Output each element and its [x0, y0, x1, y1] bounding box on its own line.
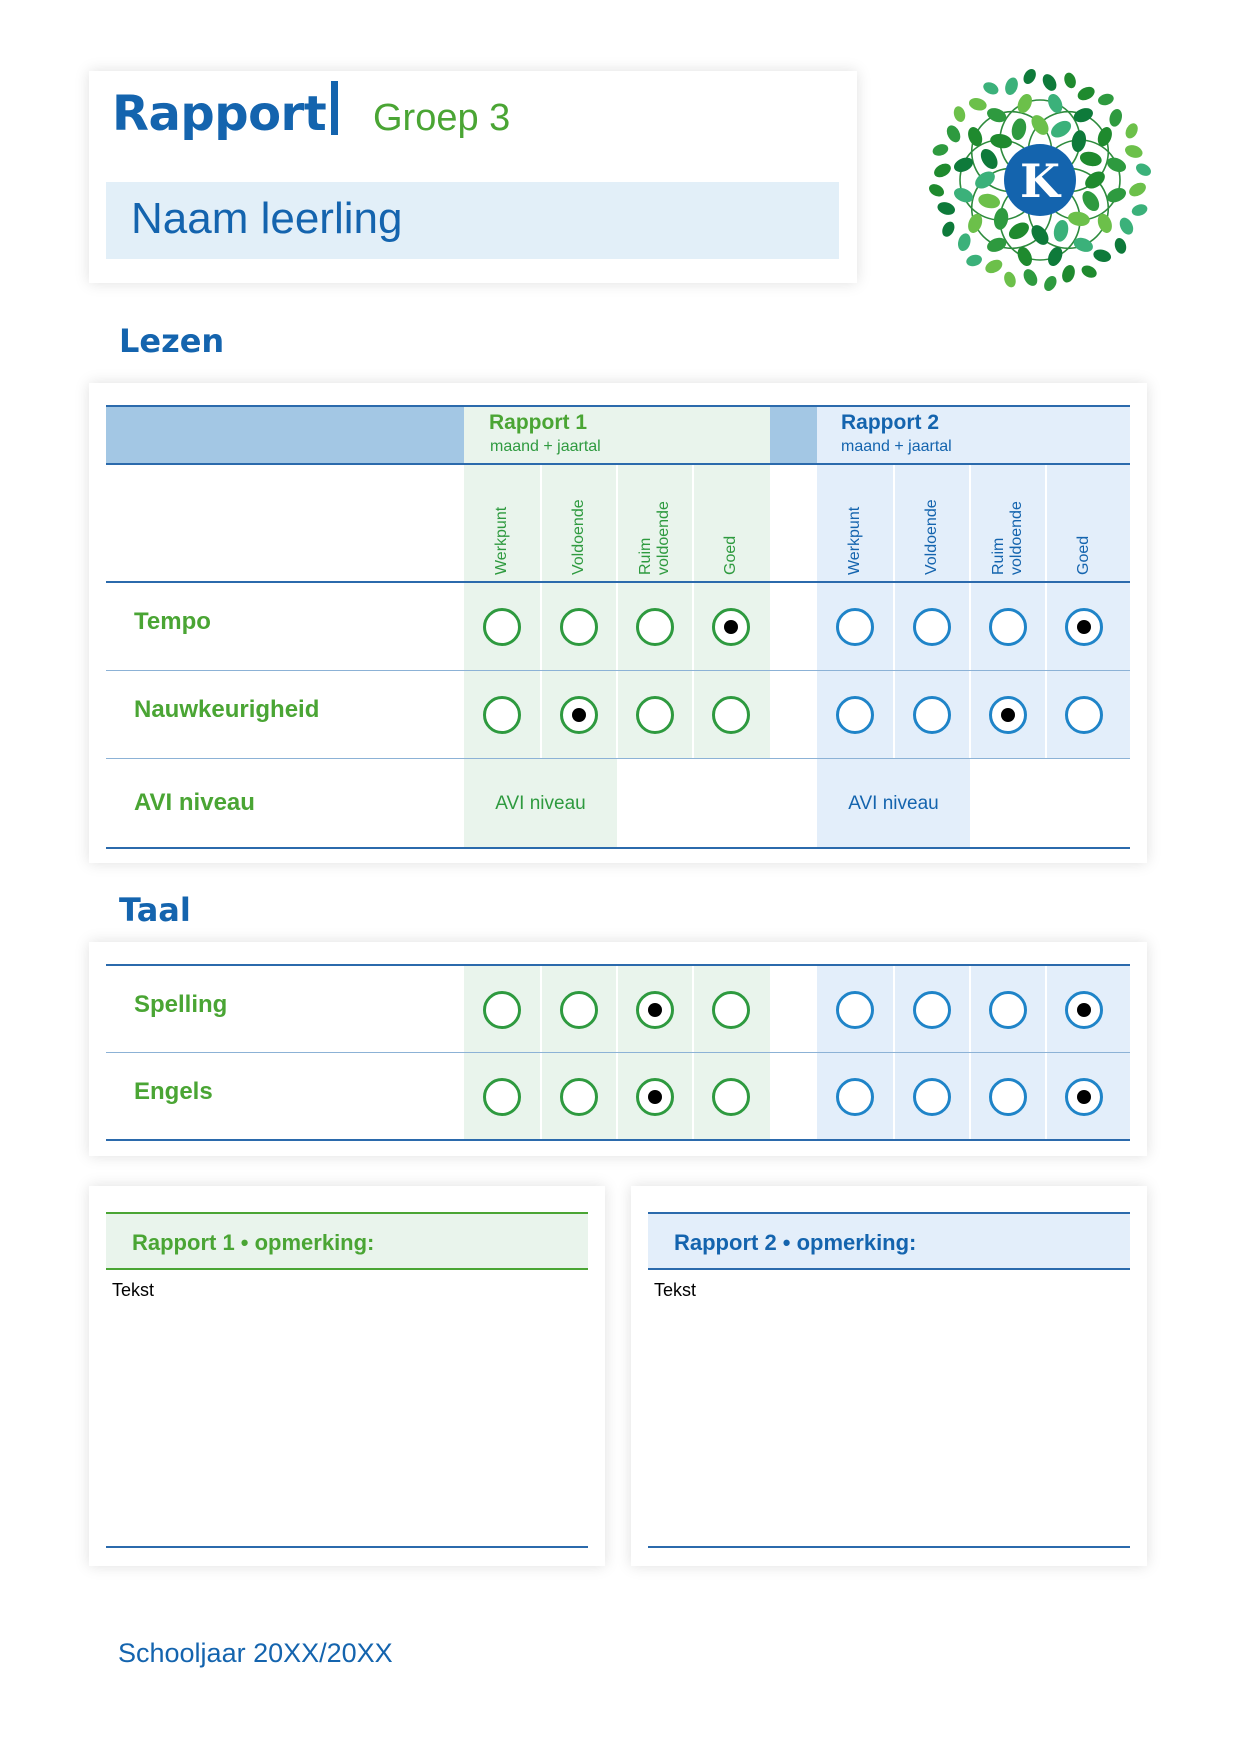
row-label-avi: AVI niveau	[134, 789, 255, 816]
row-line-2	[106, 758, 1130, 759]
leaf	[1042, 274, 1059, 293]
avi-r2-blank	[970, 759, 1130, 848]
leaf	[983, 257, 1004, 276]
radio-engels-r2-voldoende[interactable]	[913, 1078, 951, 1116]
radio-tempo-r2-goed[interactable]	[1065, 608, 1103, 646]
leaf	[977, 146, 1001, 172]
radio-spelling-r2-voldoende[interactable]	[913, 991, 951, 1029]
leaf	[1108, 108, 1124, 129]
leaf	[1097, 92, 1115, 107]
leaf	[1117, 215, 1136, 236]
remark-bottom-line	[648, 1546, 1130, 1548]
row-label-engels: Engels	[134, 1078, 213, 1105]
student-name: Naam leerling	[131, 194, 403, 243]
row-label-spelling: Spelling	[134, 991, 228, 1018]
radio-selected-dot	[1001, 708, 1015, 722]
table-top-line	[106, 964, 1130, 966]
radio-selected-dot	[1077, 620, 1091, 634]
title-separator	[331, 81, 338, 135]
remark-card-rapport1	[89, 1186, 605, 1566]
leaf	[1127, 180, 1149, 199]
colhead-bottom-line	[106, 581, 1130, 583]
rapport1-subtitle: maand + jaartal	[490, 438, 601, 455]
radio-tempo-r1-ruim-voldoende[interactable]	[636, 608, 674, 646]
column-separator	[616, 465, 618, 759]
column-separator	[1045, 465, 1047, 759]
radio-tempo-r1-goed[interactable]	[712, 608, 750, 646]
radio-engels-r2-werkpunt[interactable]	[836, 1078, 874, 1116]
leaf	[1010, 117, 1028, 142]
row-label-nauwkeurigheid: Nauwkeurigheid	[134, 696, 320, 723]
row-label-tempo: Tempo	[134, 608, 211, 635]
radio-selected-dot	[648, 1090, 662, 1104]
leaf	[1079, 150, 1104, 168]
column-separator	[893, 465, 895, 759]
radio-nauwkeurigheid-r2-ruim-voldoende[interactable]	[989, 696, 1027, 734]
leaf	[1052, 219, 1070, 244]
leaf	[944, 123, 963, 144]
header-band-gap	[770, 406, 817, 464]
column-separator	[692, 966, 694, 1140]
leaf	[1067, 210, 1091, 228]
column-header-r1-goed: Goed	[722, 535, 739, 575]
column-separator	[540, 465, 542, 759]
radio-engels-r1-goed[interactable]	[712, 1078, 750, 1116]
column-header-r2-ruim-voldoende: Ruim voldoende	[990, 501, 1025, 575]
leaf	[936, 200, 957, 217]
radio-tempo-r1-voldoende[interactable]	[560, 608, 598, 646]
leaf	[1002, 270, 1017, 289]
remark-text-rapport1[interactable]: Tekst	[112, 1280, 155, 1300]
header-card	[89, 71, 857, 283]
table-bottom-line	[106, 1139, 1130, 1141]
column-separator	[540, 966, 542, 1140]
leaf	[1113, 237, 1128, 255]
leaf	[1060, 263, 1077, 284]
radio-engels-r1-ruim-voldoende[interactable]	[636, 1078, 674, 1116]
leaf	[932, 161, 954, 180]
table-top-line	[106, 405, 1130, 407]
leaf	[1006, 219, 1032, 243]
column-header-r2-werkpunt: Werkpunt	[846, 506, 863, 575]
remark-header-rapport2	[648, 1212, 1130, 1270]
leaf	[956, 232, 972, 253]
leaf	[1075, 84, 1096, 103]
avi-r2-value[interactable]: AVI niveau	[848, 793, 939, 814]
radio-spelling-r1-voldoende[interactable]	[560, 991, 598, 1029]
column-header-r1-werkpunt: Werkpunt	[493, 506, 510, 575]
student-name-field[interactable]	[106, 182, 839, 259]
leaf	[1092, 248, 1113, 264]
rapport2-title: Rapport 2	[841, 411, 940, 434]
leaf	[1021, 67, 1038, 86]
leaf	[1123, 121, 1140, 140]
radio-selected-dot	[648, 1003, 662, 1017]
radio-engels-r1-voldoende[interactable]	[560, 1078, 598, 1116]
column-header-r1-ruim-voldoende: Ruim voldoende	[637, 501, 672, 575]
column-header-r1-voldoende: Voldoende	[570, 499, 587, 575]
radio-engels-r2-ruim-voldoende[interactable]	[989, 1078, 1027, 1116]
row-line-1	[106, 1052, 1130, 1053]
leaf	[989, 132, 1013, 150]
school-year: Schooljaar 20XX/20XX	[118, 1638, 393, 1668]
radio-spelling-r1-werkpunt[interactable]	[483, 991, 521, 1029]
leaf	[952, 105, 967, 123]
radio-spelling-r1-goed[interactable]	[712, 991, 750, 1029]
radio-selected-dot	[724, 620, 738, 634]
section-title-lezen: Lezen	[119, 322, 225, 360]
leaf	[1021, 267, 1040, 289]
leaf	[1134, 161, 1153, 178]
remark-header-rapport1	[106, 1212, 588, 1270]
remark-bottom-line	[106, 1546, 588, 1548]
logo-letter: K	[1020, 154, 1060, 208]
leaf	[981, 80, 1000, 97]
remark-title-rapport1: Rapport 1 • opmerking:	[132, 1230, 375, 1255]
column-header-r2-goed: Goed	[1075, 535, 1092, 575]
leaf	[1079, 188, 1103, 214]
avi-r1-blank	[617, 759, 770, 848]
radio-tempo-r2-ruim-voldoende[interactable]	[989, 608, 1027, 646]
rapport2-subtitle: maand + jaartal	[841, 438, 952, 455]
radio-nauwkeurigheid-r2-voldoende[interactable]	[913, 696, 951, 734]
leaf	[1048, 117, 1074, 141]
radio-nauwkeurigheid-r2-goed[interactable]	[1065, 696, 1103, 734]
leaf	[1040, 72, 1059, 94]
column-separator	[969, 465, 971, 759]
taal-table-card	[89, 942, 1147, 1156]
leaf	[965, 253, 983, 268]
radio-nauwkeurigheid-r2-werkpunt[interactable]	[836, 696, 874, 734]
column-separator	[969, 966, 971, 1140]
rapport1-title: Rapport 1	[489, 411, 588, 434]
radio-spelling-r1-ruim-voldoende[interactable]	[636, 991, 674, 1029]
table-bottom-line	[106, 847, 1130, 849]
radio-nauwkeurigheid-r1-werkpunt[interactable]	[483, 696, 521, 734]
column-header-r2-voldoende: Voldoende	[923, 499, 940, 575]
leaf	[927, 182, 946, 199]
radio-selected-dot	[572, 708, 586, 722]
leaf	[931, 142, 950, 157]
radio-tempo-r1-werkpunt[interactable]	[483, 608, 521, 646]
radio-nauwkeurigheid-r1-ruim-voldoende[interactable]	[636, 696, 674, 734]
leaf	[977, 192, 1002, 210]
group-label: Groep 3	[373, 97, 511, 139]
radio-nauwkeurigheid-r1-goed[interactable]	[712, 696, 750, 734]
column-separator	[692, 465, 694, 759]
avi-r1-value[interactable]: AVI niveau	[495, 793, 586, 814]
remark-card-rapport2	[631, 1186, 1147, 1566]
radio-engels-r2-goed[interactable]	[1065, 1078, 1103, 1116]
header-band-left	[106, 406, 464, 464]
leaf	[940, 220, 957, 239]
leaf	[1123, 143, 1144, 160]
leaf	[1070, 129, 1088, 153]
radio-tempo-r2-voldoende[interactable]	[913, 608, 951, 646]
radio-spelling-r2-ruim-voldoende[interactable]	[989, 991, 1027, 1029]
radio-spelling-r2-goed[interactable]	[1065, 991, 1103, 1029]
radio-tempo-r2-werkpunt[interactable]	[836, 608, 874, 646]
school-logo	[920, 60, 1160, 300]
radio-engels-r1-werkpunt[interactable]	[483, 1078, 521, 1116]
column-separator	[893, 966, 895, 1140]
column-separator	[1045, 966, 1047, 1140]
remark-text-rapport2[interactable]: Tekst	[654, 1280, 697, 1300]
radio-nauwkeurigheid-r1-voldoende[interactable]	[560, 696, 598, 734]
leaf	[1080, 263, 1099, 280]
leaf-wreath-icon	[920, 60, 1160, 300]
row-line-1	[106, 670, 1130, 671]
leaf	[992, 207, 1010, 231]
radio-selected-dot	[1077, 1003, 1091, 1017]
section-title-taal: Taal	[119, 891, 191, 929]
radio-spelling-r2-werkpunt[interactable]	[836, 991, 874, 1029]
leaf	[968, 96, 989, 112]
lezen-table-card	[89, 383, 1147, 863]
leaf	[1062, 71, 1077, 90]
report-title: Rapport	[112, 86, 327, 142]
column-separator	[616, 966, 618, 1140]
leaf	[1003, 76, 1020, 97]
remark-title-rapport2: Rapport 2 • opmerking:	[674, 1230, 917, 1255]
leaf	[1130, 202, 1149, 217]
radio-selected-dot	[1077, 1090, 1091, 1104]
